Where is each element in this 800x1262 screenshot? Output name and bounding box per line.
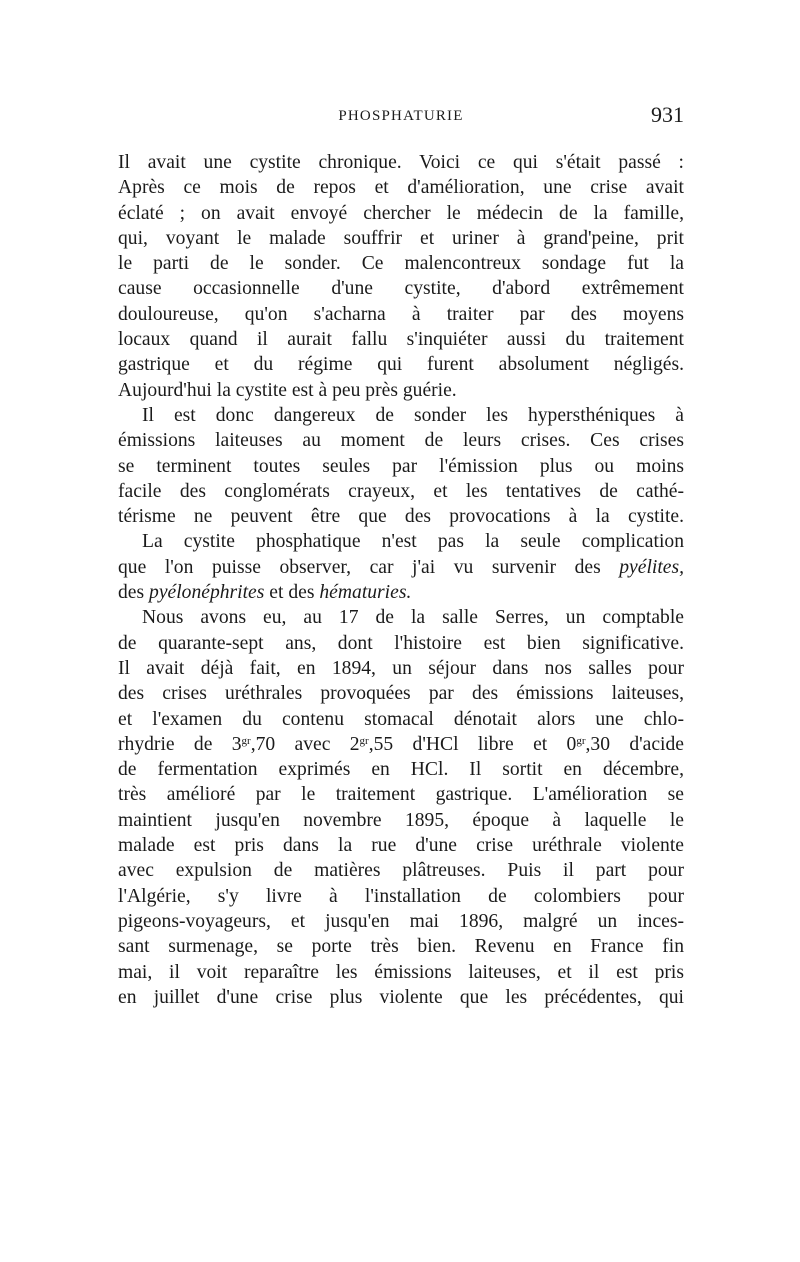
- running-head: [118, 96, 684, 136]
- italic-term: hématuries.: [319, 582, 412, 604]
- text-run: ,30 d'acide: [585, 733, 684, 755]
- book-page: [118, 96, 684, 1010]
- text-line: locaux quand il aurait fallu s'inquiéter aussi du traitement: [118, 329, 684, 351]
- text-line: malade est pris dans la rue d'une crise uréthrale violente: [118, 835, 684, 857]
- text-line: qui, voyant le malade souffrir et uriner à grand'peine, prit: [118, 227, 684, 249]
- text-line: l'Algérie, s'y livre à l'installation de colombiers pour: [118, 885, 684, 907]
- text-line: La cystite phosphatique n'est pas la seule complication: [142, 531, 684, 553]
- text-line: [118, 732, 684, 757]
- running-title: PHOSPHATURIE: [338, 108, 464, 124]
- text-line: en juillet d'une crise plus violente que les précédentes, qui: [118, 986, 684, 1008]
- text-line: de fermentation exprimés en HCl. Il sortit en décembre,: [118, 759, 684, 781]
- italic-term: pyélites,: [619, 556, 684, 578]
- text-line: Aujourd'hui la cystite est à peu près guérie.: [118, 379, 457, 401]
- text-line: [118, 555, 684, 580]
- text-run: des: [118, 582, 145, 604]
- unit-superscript: gr: [359, 734, 369, 747]
- text-line: avec expulsion de matières plâtreuses. Puis il part pour: [118, 860, 684, 882]
- text-line: maintient jusqu'en novembre 1895, époque à laquelle le: [118, 809, 684, 831]
- text-run: ,70 avec 2: [250, 733, 360, 755]
- text-line: sant surmenage, se porte très bien. Revenu en France fin: [118, 936, 684, 958]
- text-run: que l'on puisse observer, car j'ai vu survenir des: [118, 556, 601, 578]
- text-run: ,55 d'HCl libre et 0: [368, 733, 577, 755]
- body-text: [118, 150, 684, 1010]
- text-line: gastrique et du régime qui furent absolument négligés.: [118, 354, 684, 376]
- text-line: pigeons-voyageurs, et jusqu'en mai 1896, malgré un inces-: [118, 910, 684, 932]
- page-number: 931: [651, 102, 684, 127]
- text-line: cause occasionnelle d'une cystite, d'abord extrêmement: [118, 278, 684, 300]
- text-line: très amélioré par le traitement gastrique. L'amélioration se: [118, 784, 684, 806]
- text-line: des crises uréthrales provoquées par des émissions laiteuses,: [118, 683, 684, 705]
- text-line: émissions laiteuses au moment de leurs crises. Ces crises: [118, 430, 684, 452]
- text-line: Nous avons eu, au 17 de la salle Serres, un comptable: [142, 607, 684, 629]
- text-line: Il avait une cystite chronique. Voici ce qui s'était passé :: [118, 152, 684, 173]
- text-line: se terminent toutes seules par l'émission plus ou moins: [118, 455, 684, 477]
- text-line: Après ce mois de repos et d'amélioration, une crise avait: [118, 177, 684, 199]
- unit-superscript: gr: [241, 734, 251, 747]
- paragraph-3: [118, 529, 684, 605]
- text-line: facile des conglomérats crayeux, et les tentatives de cathé-: [118, 480, 684, 502]
- paragraph-1: [118, 150, 684, 403]
- italic-term: pyélonéphrites: [149, 582, 265, 604]
- text-line: de quarante-sept ans, dont l'histoire est bien significative.: [118, 632, 684, 654]
- text-line: et l'examen du contenu stomacal dénotait alors une chlo-: [118, 708, 684, 730]
- text-line: éclaté ; on avait envoyé chercher le médecin de la famille,: [118, 202, 684, 224]
- paragraph-2: [118, 403, 684, 529]
- text-line: mai, il voit reparaître les émissions laiteuses, et il est pris: [118, 961, 684, 983]
- text-line: le parti de le sonder. Ce malencontreux sondage fut la: [118, 253, 684, 275]
- text-line: Il est donc dangereux de sonder les hypersthéniques à: [142, 404, 684, 426]
- text-line: térisme ne peuvent être que des provocations à la cystite.: [118, 506, 684, 528]
- text-run: rhydrie de 3: [118, 733, 242, 755]
- unit-superscript: gr: [576, 734, 586, 747]
- paragraph-4: [118, 605, 684, 1010]
- text-line: Il avait déjà fait, en 1894, un séjour dans nos salles pour: [118, 657, 684, 679]
- text-run: et des: [269, 582, 315, 604]
- text-line: [118, 580, 684, 605]
- text-line: douloureuse, qu'on s'acharna à traiter par des moyens: [118, 303, 684, 325]
